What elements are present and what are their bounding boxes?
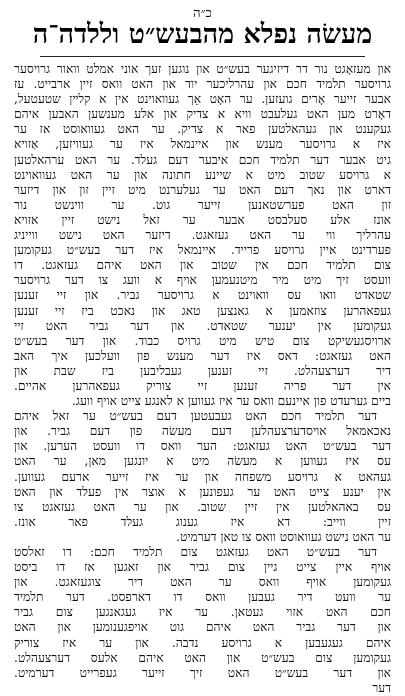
text-line: געפאהרען צוזאמען א גאנצען טאג און נאכט ביז זיי זענען [14, 303, 391, 318]
text-line: שטאדט וואו עס וואוינט א גרויסער גביר. און זיי זענען [14, 288, 391, 303]
text-line: וועסט זיך מיט מיר מיטנעמען אויף א וועג צו דער גרויסער [14, 273, 391, 288]
text-line: אבער זייער אָרים גועזען. ער האָט אֵך געוואוינט אין א קלײן שטעטעל, [14, 92, 391, 107]
text-line: ארויסגעשיקט צום טיש מיט גרויס כבוד. און דער בעש״ט [14, 333, 391, 348]
text-line: געקומען צום בעש״ט און האט איהם אלעס דערצעהלט. [14, 650, 391, 665]
text-line: און דער גביר האט איהם גוט אויפגענומען און האט [14, 620, 391, 635]
text-line: אונז אלע סעלבסט אבער ער זאל נישט זיין אזויא [14, 212, 391, 227]
title-divider [40, 56, 365, 57]
text-line: איז א גרויסער מענש און איינמאל איז ער געוויזען, אַזויא [14, 137, 391, 152]
text-line: דער בעש״ט האט געזאגט: הער וואס דו וועסט הערען. און [14, 439, 391, 454]
text-line: זון האט פערשטאנען זייער גוט. ער ווינשט נור [14, 197, 391, 212]
text-line: חכם האט אזוי געטאן. ער איז געגאנגען צום גביר [14, 605, 391, 620]
text-line: ער האט נישט געוואוסט וואס צו טאן דערמיט. [176, 529, 391, 544]
text-line: געקענט און געהאלטען פאר א צדיק. ער האט געוואוסט אז ער [14, 122, 391, 137]
text-line: איהם געגעבען א גרויסע נדבה. און ער איז צוריק [14, 635, 391, 650]
text-line: עהרליך ווי ער האט געזאגט. דיזער האט נישט ווייניג [14, 228, 391, 243]
text-line: א גרויסע שטוב מיט א שיינע חתונה און ער האט געוואוינט [14, 167, 391, 182]
text-line: צום תלמיד חכם אין שטוב און האט איהם געזאגט. דו [14, 258, 391, 273]
text-line: געהאט א גרויסע משפחה און ער איז זייער ארעם געווען. [14, 469, 391, 484]
text-line: האט געזאגט: דאס איז דער מענש פון וועלכען איך האב [14, 348, 391, 363]
text-line: פערדינט איין גרויסע פרייד. איינמאל איז דער בעש״ט געקומען [14, 243, 391, 258]
text-body [14, 62, 391, 695]
text-line: אין יענע צייט האט ער געפונען א אוצר אין פעלד און האט [14, 484, 391, 499]
text-line: און דער בעש״ט האט זיך זייער געפרייט דערמיט. [14, 665, 391, 680]
page-number: כ״ה [193, 6, 212, 21]
text-line: נאכאמאל אויסדערצעהלען דעם מעשׂה פון דעם גביר. און [14, 424, 391, 439]
text-line: דיר דערצעהלט. זיי זענען געבליבען ביז שבת און [14, 363, 391, 378]
text-line: אין דער פריה זענען זיי צוריק געפאהרען אהיים. [14, 378, 391, 393]
text-line: ער וועט דיר געבען וואס דו דארפסט. דער תלמיד [14, 590, 391, 605]
text-line: דער תלמיד חכם האט געבעטען דעם בעש״ט ער זאל איהם [14, 409, 377, 424]
text-line: און מעזאָגט נור דר דיזיגער בעש״ט און נוגען זעך אוני אמלט וואור גרויסער [14, 62, 391, 76]
page-title: מעשׂה נפלא מהבעש״ט וללדה־ה [32, 19, 373, 50]
text-line: גרויסער תלמיד חכם און עהרליכער יוד און האט וואס זיין ארבייט. עז [14, 77, 391, 92]
text-line: געקומען אויף וואס ער האט דיר צוגעזאגט. און [14, 575, 391, 590]
text-line: עס באהאלטען אין זיין שטוב. און ער האט געזאגט צו [14, 499, 391, 514]
text-line: ביים גערעדט פון איינעם וואס ער איז געווען א לאנגע צייט אויף וועג. [72, 394, 391, 409]
text-line: אויף איין צייט גיין צום גביר און זאגען אז דו ביסט [14, 560, 391, 575]
text-line: דער בעש״ט האט געזאגט צום תלמיד חכם: דו זאלסט [14, 545, 377, 559]
text-line: דאָרט מען האט געלעבט וויא א צדיק און אלע מענשען האבען איהם [14, 107, 391, 122]
text-line: עס איז געווען א מעשׂה מיט א יונגען מאן, ער האט [14, 454, 391, 469]
text-line: דארט און נאך דעם האט ער געלערנט מיט זיין זון און דיזער [14, 182, 391, 197]
text-line: זיין ווייב: דא איז גענוג געלד פאר אונז. [14, 514, 391, 529]
text-line: גיט אבער דער תלמיד חכם איבער דעם געלד. ער האט ערהאלטען [14, 152, 391, 167]
text-line: געקומען אין יענער שטאדט. און דער גביר האט זיי [14, 318, 391, 333]
text-line: דער [372, 680, 391, 695]
